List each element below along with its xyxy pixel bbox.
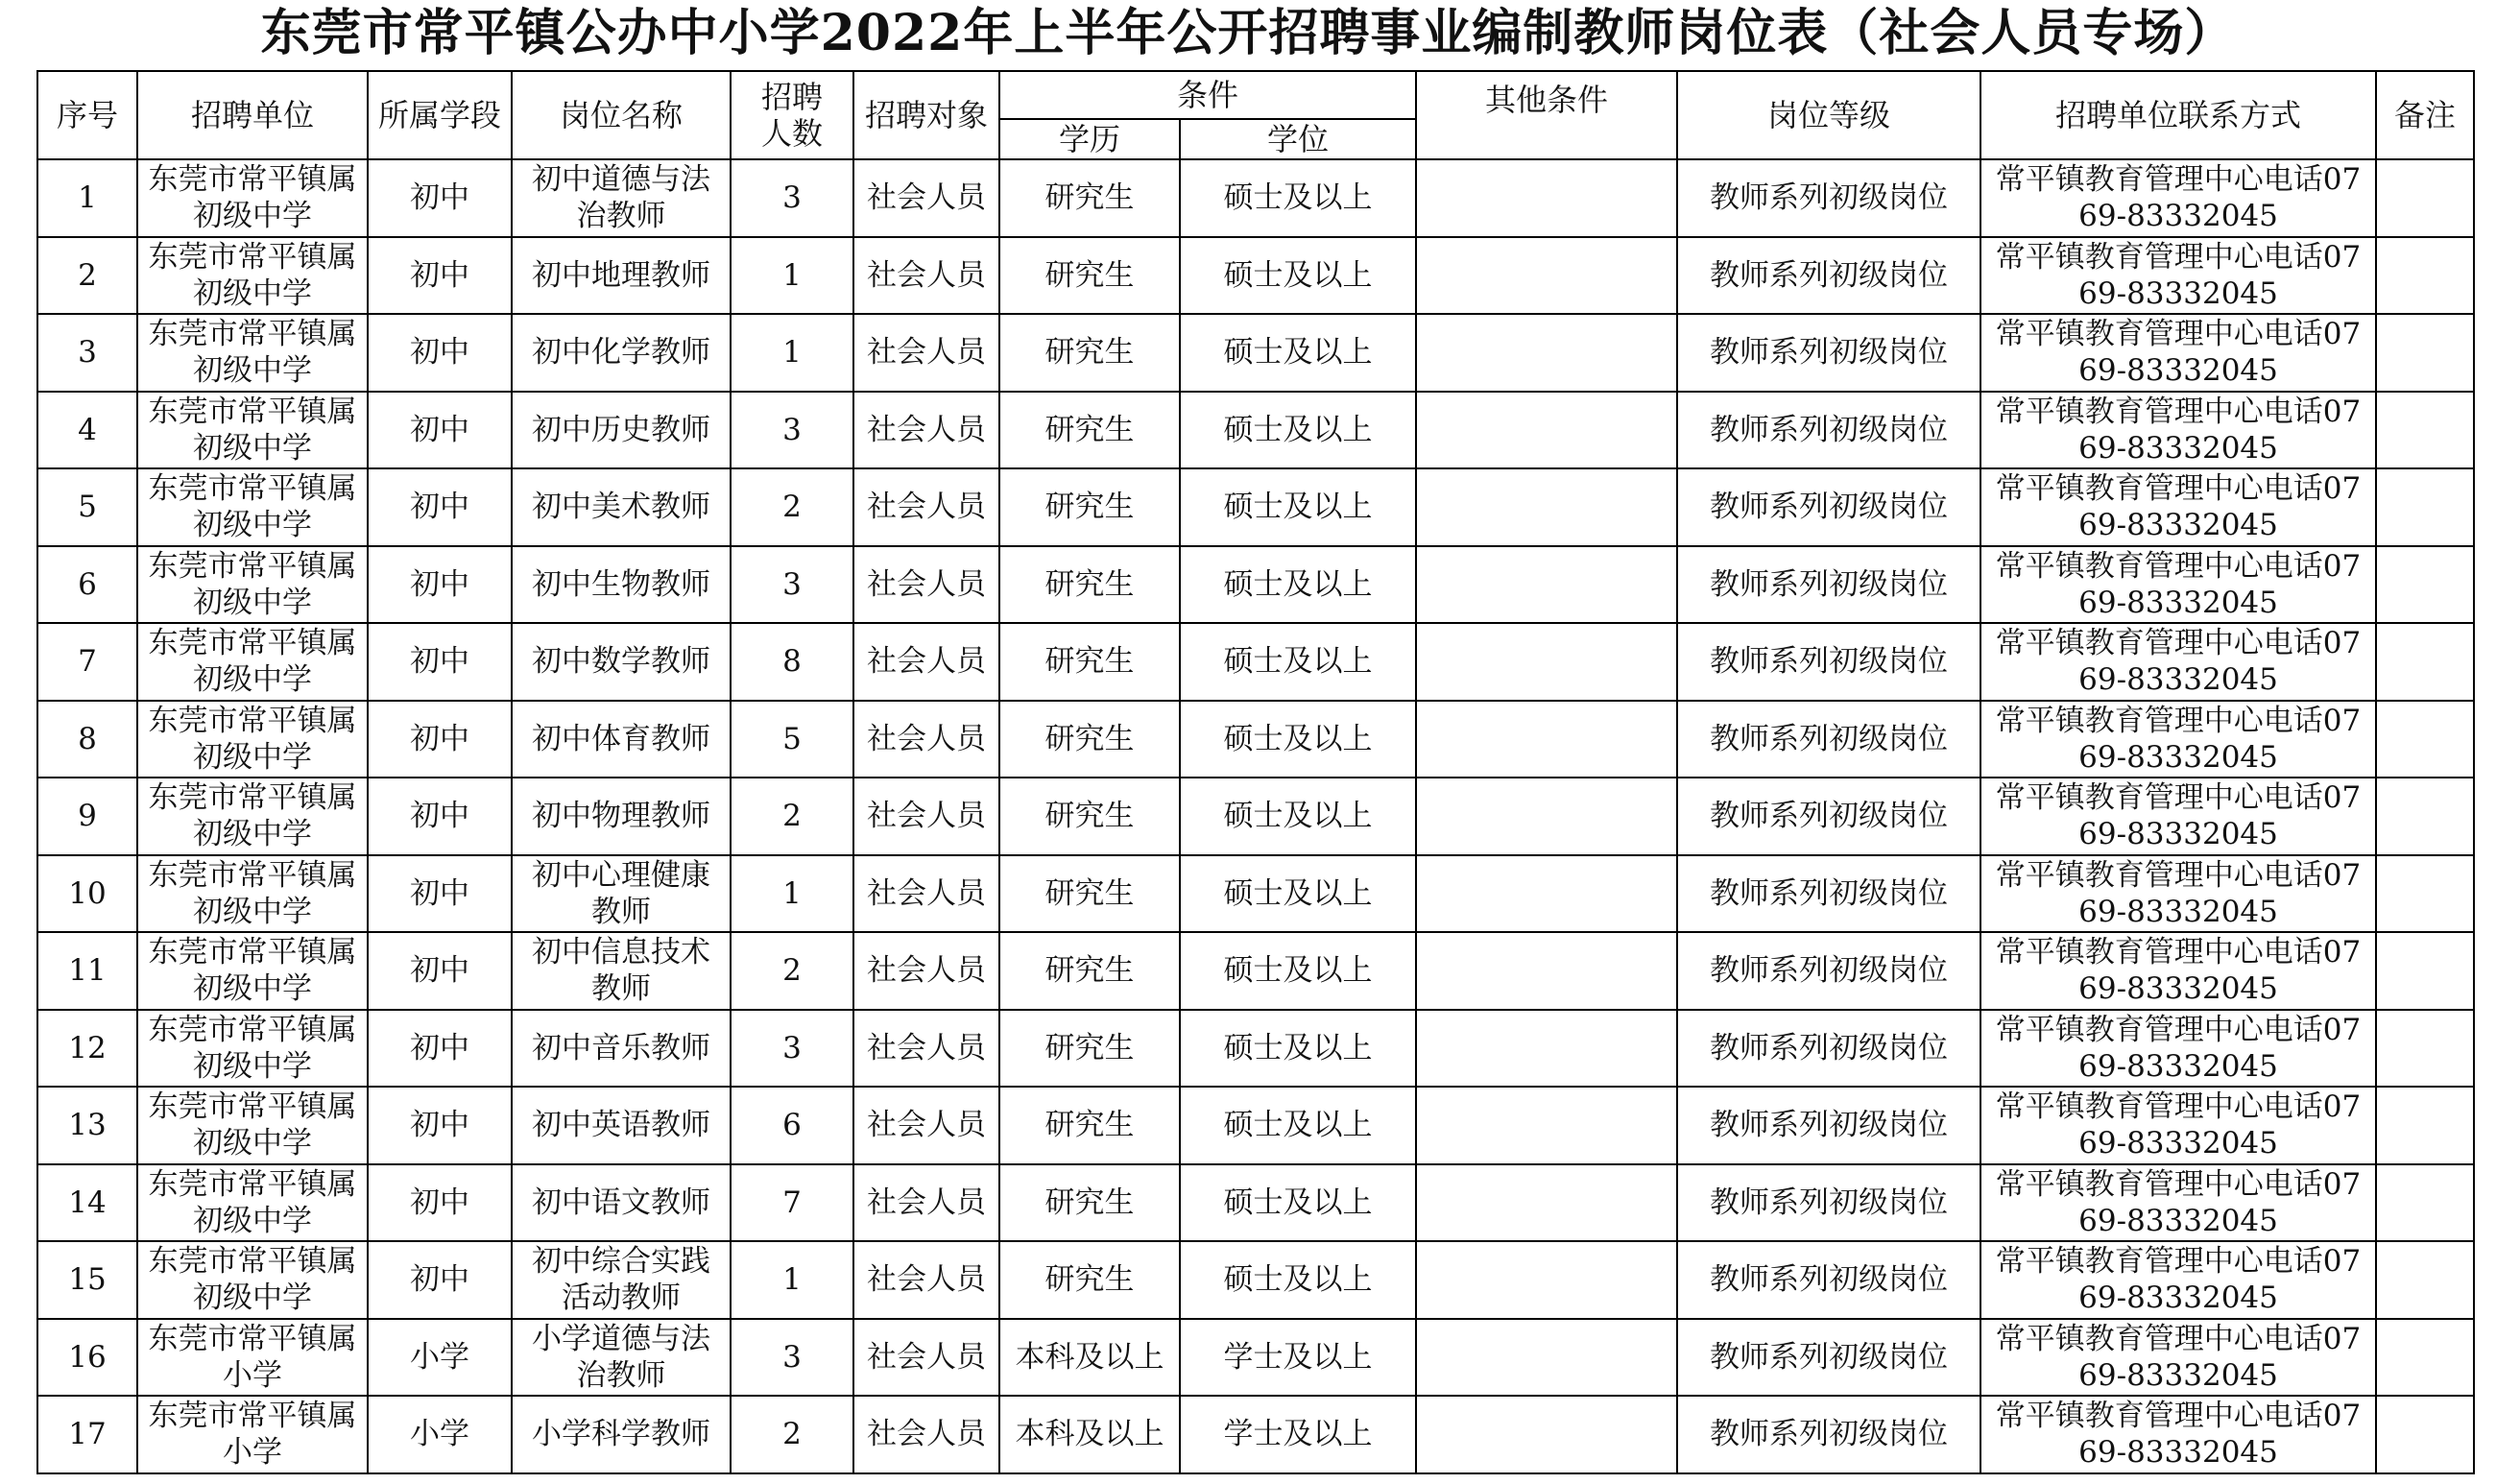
cell-count: 5	[731, 701, 853, 778]
cell-contact-text: 常平镇教育管理中心电话0769-83332045	[1995, 1244, 2362, 1316]
cell-index: 15	[37, 1241, 137, 1319]
cell-grade: 教师系列初级岗位	[1677, 932, 1980, 1010]
cell-unit-text: 东莞市常平镇属初级中学	[148, 626, 357, 698]
cell-target: 社会人员	[853, 546, 999, 624]
cell-other	[1416, 314, 1677, 392]
cell-unit	[137, 778, 368, 855]
cell-stage: 初中	[368, 546, 512, 624]
cell-grade: 教师系列初级岗位	[1677, 1241, 1980, 1319]
cell-index: 17	[37, 1396, 137, 1473]
cell-contact	[1980, 1319, 2376, 1397]
header-stage: 所属学段	[368, 71, 512, 159]
cell-grade: 教师系列初级岗位	[1677, 159, 1980, 237]
cell-unit	[137, 468, 368, 546]
cell-unit-text: 东莞市常平镇属初级中学	[148, 471, 357, 543]
cell-unit	[137, 855, 368, 933]
cell-grade: 教师系列初级岗位	[1677, 237, 1980, 315]
cell-education: 研究生	[999, 159, 1180, 237]
cell-post	[512, 1396, 731, 1473]
table-row	[37, 1087, 2474, 1164]
header-conditions: 条件	[999, 71, 1416, 119]
cell-post-text: 初中地理教师	[532, 257, 710, 293]
cell-education: 研究生	[999, 778, 1180, 855]
cell-degree: 硕士及以上	[1180, 701, 1416, 778]
cell-index: 3	[37, 314, 137, 392]
cell-contact	[1980, 778, 2376, 855]
cell-contact	[1980, 855, 2376, 933]
cell-post	[512, 468, 731, 546]
cell-post	[512, 159, 731, 237]
cell-target: 社会人员	[853, 1087, 999, 1164]
cell-degree: 硕士及以上	[1180, 932, 1416, 1010]
cell-contact	[1980, 1010, 2376, 1088]
cell-remark	[2376, 855, 2474, 933]
cell-grade: 教师系列初级岗位	[1677, 314, 1980, 392]
cell-education: 研究生	[999, 1164, 1180, 1242]
table-row	[37, 855, 2474, 933]
cell-remark	[2376, 778, 2474, 855]
cell-remark	[2376, 1319, 2474, 1397]
cell-degree: 硕士及以上	[1180, 392, 1416, 469]
cell-unit-text: 东莞市常平镇属初级中学	[148, 162, 357, 234]
cell-stage: 初中	[368, 623, 512, 701]
cell-index: 13	[37, 1087, 137, 1164]
cell-index: 10	[37, 855, 137, 933]
cell-other	[1416, 1164, 1677, 1242]
cell-contact	[1980, 701, 2376, 778]
cell-target: 社会人员	[853, 1319, 999, 1397]
cell-education: 研究生	[999, 237, 1180, 315]
cell-contact-text: 常平镇教育管理中心电话0769-83332045	[1995, 857, 2362, 929]
cell-unit-text: 东莞市常平镇属初级中学	[148, 857, 357, 929]
cell-education: 研究生	[999, 1010, 1180, 1088]
header-row	[37, 71, 2474, 119]
cell-index: 4	[37, 392, 137, 469]
cell-unit	[137, 1164, 368, 1242]
cell-post	[512, 1241, 731, 1319]
cell-education: 研究生	[999, 1087, 1180, 1164]
cell-post-text: 小学道德与法治教师	[532, 1321, 710, 1393]
cell-stage: 初中	[368, 314, 512, 392]
cell-contact	[1980, 1241, 2376, 1319]
cell-stage: 初中	[368, 1241, 512, 1319]
cell-count: 1	[731, 314, 853, 392]
cell-post	[512, 1010, 731, 1088]
cell-degree: 硕士及以上	[1180, 1164, 1416, 1242]
cell-contact-text: 常平镇教育管理中心电话0769-83332045	[1995, 1166, 2362, 1238]
cell-other	[1416, 159, 1677, 237]
cell-unit-text: 东莞市常平镇属小学	[148, 1321, 357, 1393]
cell-other	[1416, 392, 1677, 469]
cell-post-text: 初中音乐教师	[532, 1030, 710, 1065]
cell-count: 3	[731, 1010, 853, 1088]
cell-post	[512, 1164, 731, 1242]
cell-target: 社会人员	[853, 159, 999, 237]
cell-post	[512, 392, 731, 469]
header-degree: 学位	[1180, 119, 1416, 159]
cell-post-text: 初中心理健康教师	[532, 857, 710, 929]
cell-count: 3	[731, 1319, 853, 1397]
header-education: 学历	[999, 119, 1180, 159]
cell-remark	[2376, 392, 2474, 469]
cell-post	[512, 314, 731, 392]
cell-degree: 硕士及以上	[1180, 1010, 1416, 1088]
cell-remark	[2376, 1087, 2474, 1164]
cell-index: 9	[37, 778, 137, 855]
cell-grade: 教师系列初级岗位	[1677, 701, 1980, 778]
cell-count: 3	[731, 546, 853, 624]
header-post: 岗位名称	[512, 71, 731, 159]
cell-index: 14	[37, 1164, 137, 1242]
cell-other	[1416, 623, 1677, 701]
cell-stage: 初中	[368, 468, 512, 546]
cell-contact-text: 常平镇教育管理中心电话0769-83332045	[1995, 1089, 2362, 1161]
cell-stage: 初中	[368, 855, 512, 933]
cell-remark	[2376, 546, 2474, 624]
cell-count: 1	[731, 237, 853, 315]
cell-other	[1416, 1396, 1677, 1473]
cell-stage: 初中	[368, 237, 512, 315]
header-target: 招聘对象	[853, 71, 999, 159]
cell-grade: 教师系列初级岗位	[1677, 1164, 1980, 1242]
cell-count: 2	[731, 778, 853, 855]
cell-index: 11	[37, 932, 137, 1010]
cell-index: 16	[37, 1319, 137, 1397]
cell-post	[512, 778, 731, 855]
cell-stage: 初中	[368, 1010, 512, 1088]
cell-grade: 教师系列初级岗位	[1677, 1396, 1980, 1473]
cell-grade: 教师系列初级岗位	[1677, 1319, 1980, 1397]
table-row	[37, 1010, 2474, 1088]
cell-grade: 教师系列初级岗位	[1677, 855, 1980, 933]
cell-stage: 初中	[368, 1164, 512, 1242]
cell-other	[1416, 546, 1677, 624]
cell-unit	[137, 623, 368, 701]
cell-stage: 小学	[368, 1319, 512, 1397]
cell-other	[1416, 1319, 1677, 1397]
table-row	[37, 392, 2474, 469]
cell-count: 2	[731, 468, 853, 546]
cell-contact	[1980, 314, 2376, 392]
cell-unit-text: 东莞市常平镇属初级中学	[148, 1244, 357, 1316]
cell-remark	[2376, 1241, 2474, 1319]
cell-count: 6	[731, 1087, 853, 1164]
cell-post-text: 初中数学教师	[532, 644, 710, 680]
cell-count: 2	[731, 932, 853, 1010]
cell-post-text: 初中综合实践活动教师	[532, 1244, 710, 1316]
cell-post-text: 初中物理教师	[532, 799, 710, 834]
cell-other	[1416, 1010, 1677, 1088]
header-remark: 备注	[2376, 71, 2474, 159]
cell-target: 社会人员	[853, 1396, 999, 1473]
cell-post	[512, 701, 731, 778]
cell-target: 社会人员	[853, 314, 999, 392]
cell-count: 1	[731, 855, 853, 933]
cell-post	[512, 855, 731, 933]
cell-unit	[137, 1087, 368, 1164]
cell-education: 研究生	[999, 468, 1180, 546]
cell-unit	[137, 392, 368, 469]
cell-unit-text: 东莞市常平镇属初级中学	[148, 317, 357, 389]
cell-post-text: 初中生物教师	[532, 566, 710, 602]
cell-stage: 初中	[368, 1087, 512, 1164]
cell-count: 2	[731, 1396, 853, 1473]
cell-post-text: 小学科学教师	[532, 1417, 710, 1452]
cell-target: 社会人员	[853, 1010, 999, 1088]
cell-post-text: 初中信息技术教师	[532, 935, 710, 1007]
cell-post-text: 初中化学教师	[532, 335, 710, 371]
cell-contact-text: 常平镇教育管理中心电话0769-83332045	[1995, 626, 2362, 698]
cell-stage: 初中	[368, 932, 512, 1010]
cell-remark	[2376, 1010, 2474, 1088]
cell-grade: 教师系列初级岗位	[1677, 1010, 1980, 1088]
cell-contact	[1980, 468, 2376, 546]
cell-target: 社会人员	[853, 468, 999, 546]
cell-education: 研究生	[999, 392, 1180, 469]
cell-degree: 硕士及以上	[1180, 159, 1416, 237]
cell-post-text: 初中体育教师	[532, 721, 710, 756]
cell-degree: 硕士及以上	[1180, 623, 1416, 701]
cell-target: 社会人员	[853, 392, 999, 469]
cell-other	[1416, 1087, 1677, 1164]
cell-degree: 硕士及以上	[1180, 237, 1416, 315]
cell-contact-text: 常平镇教育管理中心电话0769-83332045	[1995, 935, 2362, 1007]
table-row	[37, 314, 2474, 392]
cell-stage: 初中	[368, 392, 512, 469]
cell-unit-text: 东莞市常平镇属初级中学	[148, 780, 357, 852]
cell-stage: 初中	[368, 159, 512, 237]
cell-remark	[2376, 701, 2474, 778]
cell-remark	[2376, 159, 2474, 237]
cell-contact-text: 常平镇教育管理中心电话0769-83332045	[1995, 780, 2362, 852]
cell-education: 研究生	[999, 1241, 1180, 1319]
cell-remark	[2376, 468, 2474, 546]
cell-other	[1416, 1241, 1677, 1319]
header-count	[731, 71, 853, 159]
cell-unit-text: 东莞市常平镇属初级中学	[148, 703, 357, 775]
cell-contact-text: 常平镇教育管理中心电话0769-83332045	[1995, 703, 2362, 775]
cell-unit	[137, 1241, 368, 1319]
cell-unit	[137, 932, 368, 1010]
table-row	[37, 468, 2474, 546]
table-row	[37, 1241, 2474, 1319]
cell-other	[1416, 778, 1677, 855]
cell-index: 7	[37, 623, 137, 701]
cell-count: 3	[731, 392, 853, 469]
cell-grade: 教师系列初级岗位	[1677, 623, 1980, 701]
table-row	[37, 159, 2474, 237]
cell-post-text: 初中道德与法治教师	[532, 162, 710, 234]
cell-target: 社会人员	[853, 1241, 999, 1319]
cell-grade: 教师系列初级岗位	[1677, 468, 1980, 546]
cell-contact	[1980, 159, 2376, 237]
cell-target: 社会人员	[853, 778, 999, 855]
cell-unit-text: 东莞市常平镇属初级中学	[148, 1012, 357, 1084]
cell-unit-text: 东莞市常平镇属初级中学	[148, 548, 357, 620]
cell-contact	[1980, 932, 2376, 1010]
cell-target: 社会人员	[853, 855, 999, 933]
cell-education: 本科及以上	[999, 1396, 1180, 1473]
cell-education: 研究生	[999, 623, 1180, 701]
cell-unit-text: 东莞市常平镇属初级中学	[148, 1089, 357, 1161]
cell-unit	[137, 1010, 368, 1088]
table-row	[37, 701, 2474, 778]
cell-degree: 学士及以上	[1180, 1396, 1416, 1473]
cell-unit-text: 东莞市常平镇属初级中学	[148, 935, 357, 1007]
cell-count: 1	[731, 1241, 853, 1319]
cell-contact-text: 常平镇教育管理中心电话0769-83332045	[1995, 471, 2362, 543]
cell-post	[512, 546, 731, 624]
cell-degree: 硕士及以上	[1180, 1087, 1416, 1164]
table-row	[37, 932, 2474, 1010]
cell-other	[1416, 932, 1677, 1010]
cell-contact-text: 常平镇教育管理中心电话0769-83332045	[1995, 317, 2362, 389]
cell-contact-text: 常平镇教育管理中心电话0769-83332045	[1995, 1399, 2362, 1471]
cell-index: 1	[37, 159, 137, 237]
cell-contact-text: 常平镇教育管理中心电话0769-83332045	[1995, 239, 2362, 311]
cell-unit	[137, 1319, 368, 1397]
cell-education: 研究生	[999, 932, 1180, 1010]
cell-remark	[2376, 623, 2474, 701]
cell-post-text: 初中美术教师	[532, 490, 710, 525]
recruitment-table	[36, 70, 2475, 1474]
table-body	[37, 159, 2474, 1473]
cell-stage: 初中	[368, 701, 512, 778]
cell-degree: 硕士及以上	[1180, 855, 1416, 933]
cell-contact	[1980, 237, 2376, 315]
table-row	[37, 1319, 2474, 1397]
cell-post	[512, 1087, 731, 1164]
cell-contact	[1980, 1087, 2376, 1164]
cell-unit	[137, 314, 368, 392]
cell-degree: 硕士及以上	[1180, 1241, 1416, 1319]
cell-contact	[1980, 1164, 2376, 1242]
cell-index: 8	[37, 701, 137, 778]
cell-target: 社会人员	[853, 701, 999, 778]
cell-count: 8	[731, 623, 853, 701]
cell-post	[512, 932, 731, 1010]
cell-contact	[1980, 1396, 2376, 1473]
cell-remark	[2376, 1396, 2474, 1473]
cell-index: 5	[37, 468, 137, 546]
cell-unit	[137, 159, 368, 237]
cell-grade: 教师系列初级岗位	[1677, 546, 1980, 624]
cell-other	[1416, 237, 1677, 315]
cell-other	[1416, 468, 1677, 546]
cell-index: 2	[37, 237, 137, 315]
header-index: 序号	[37, 71, 137, 159]
cell-contact-text: 常平镇教育管理中心电话0769-83332045	[1995, 1012, 2362, 1084]
cell-unit-text: 东莞市常平镇属初级中学	[148, 239, 357, 311]
cell-post-text: 初中语文教师	[532, 1185, 710, 1220]
cell-degree: 学士及以上	[1180, 1319, 1416, 1397]
table-row	[37, 1396, 2474, 1473]
cell-education: 本科及以上	[999, 1319, 1180, 1397]
cell-education: 研究生	[999, 701, 1180, 778]
cell-post	[512, 623, 731, 701]
cell-education: 研究生	[999, 546, 1180, 624]
cell-target: 社会人员	[853, 932, 999, 1010]
cell-remark	[2376, 1164, 2474, 1242]
header-grade: 岗位等级	[1677, 71, 1980, 159]
cell-contact	[1980, 623, 2376, 701]
cell-grade: 教师系列初级岗位	[1677, 778, 1980, 855]
cell-stage: 小学	[368, 1396, 512, 1473]
cell-contact-text: 常平镇教育管理中心电话0769-83332045	[1995, 162, 2362, 234]
cell-post-text: 初中英语教师	[532, 1108, 710, 1143]
cell-education: 研究生	[999, 855, 1180, 933]
cell-count: 7	[731, 1164, 853, 1242]
table-row	[37, 546, 2474, 624]
cell-education: 研究生	[999, 314, 1180, 392]
cell-remark	[2376, 314, 2474, 392]
cell-unit-text: 东莞市常平镇属小学	[148, 1399, 357, 1471]
cell-grade: 教师系列初级岗位	[1677, 392, 1980, 469]
cell-index: 6	[37, 546, 137, 624]
cell-contact	[1980, 392, 2376, 469]
cell-target: 社会人员	[853, 237, 999, 315]
cell-degree: 硕士及以上	[1180, 314, 1416, 392]
table-row	[37, 237, 2474, 315]
cell-contact-text: 常平镇教育管理中心电话0769-83332045	[1995, 548, 2362, 620]
cell-contact-text: 常平镇教育管理中心电话0769-83332045	[1995, 394, 2362, 466]
table-row	[37, 623, 2474, 701]
cell-index: 12	[37, 1010, 137, 1088]
cell-unit-text: 东莞市常平镇属初级中学	[148, 1166, 357, 1238]
page-title: 东莞市常平镇公办中小学2022年上半年公开招聘事业编制教师岗位表（社会人员专场）	[260, 4, 2236, 62]
cell-degree: 硕士及以上	[1180, 778, 1416, 855]
cell-unit	[137, 1396, 368, 1473]
header-count-label: 招聘人数	[760, 79, 823, 152]
cell-post	[512, 237, 731, 315]
table-row	[37, 778, 2474, 855]
cell-target: 社会人员	[853, 623, 999, 701]
cell-unit-text: 东莞市常平镇属初级中学	[148, 394, 357, 466]
cell-post-text: 初中历史教师	[532, 412, 710, 447]
cell-other	[1416, 701, 1677, 778]
header-unit: 招聘单位	[137, 71, 368, 159]
cell-count: 3	[731, 159, 853, 237]
cell-target: 社会人员	[853, 1164, 999, 1242]
header-contact: 招聘单位联系方式	[1980, 71, 2376, 159]
cell-grade: 教师系列初级岗位	[1677, 1087, 1980, 1164]
cell-unit	[137, 237, 368, 315]
cell-post	[512, 1319, 731, 1397]
cell-remark	[2376, 932, 2474, 1010]
cell-contact	[1980, 546, 2376, 624]
cell-degree: 硕士及以上	[1180, 468, 1416, 546]
cell-unit	[137, 546, 368, 624]
cell-contact-text: 常平镇教育管理中心电话0769-83332045	[1995, 1321, 2362, 1393]
cell-stage: 初中	[368, 778, 512, 855]
cell-unit	[137, 701, 368, 778]
table-row	[37, 1164, 2474, 1242]
header-other: 其他条件	[1416, 71, 1677, 159]
cell-degree: 硕士及以上	[1180, 546, 1416, 624]
cell-remark	[2376, 237, 2474, 315]
cell-other	[1416, 855, 1677, 933]
